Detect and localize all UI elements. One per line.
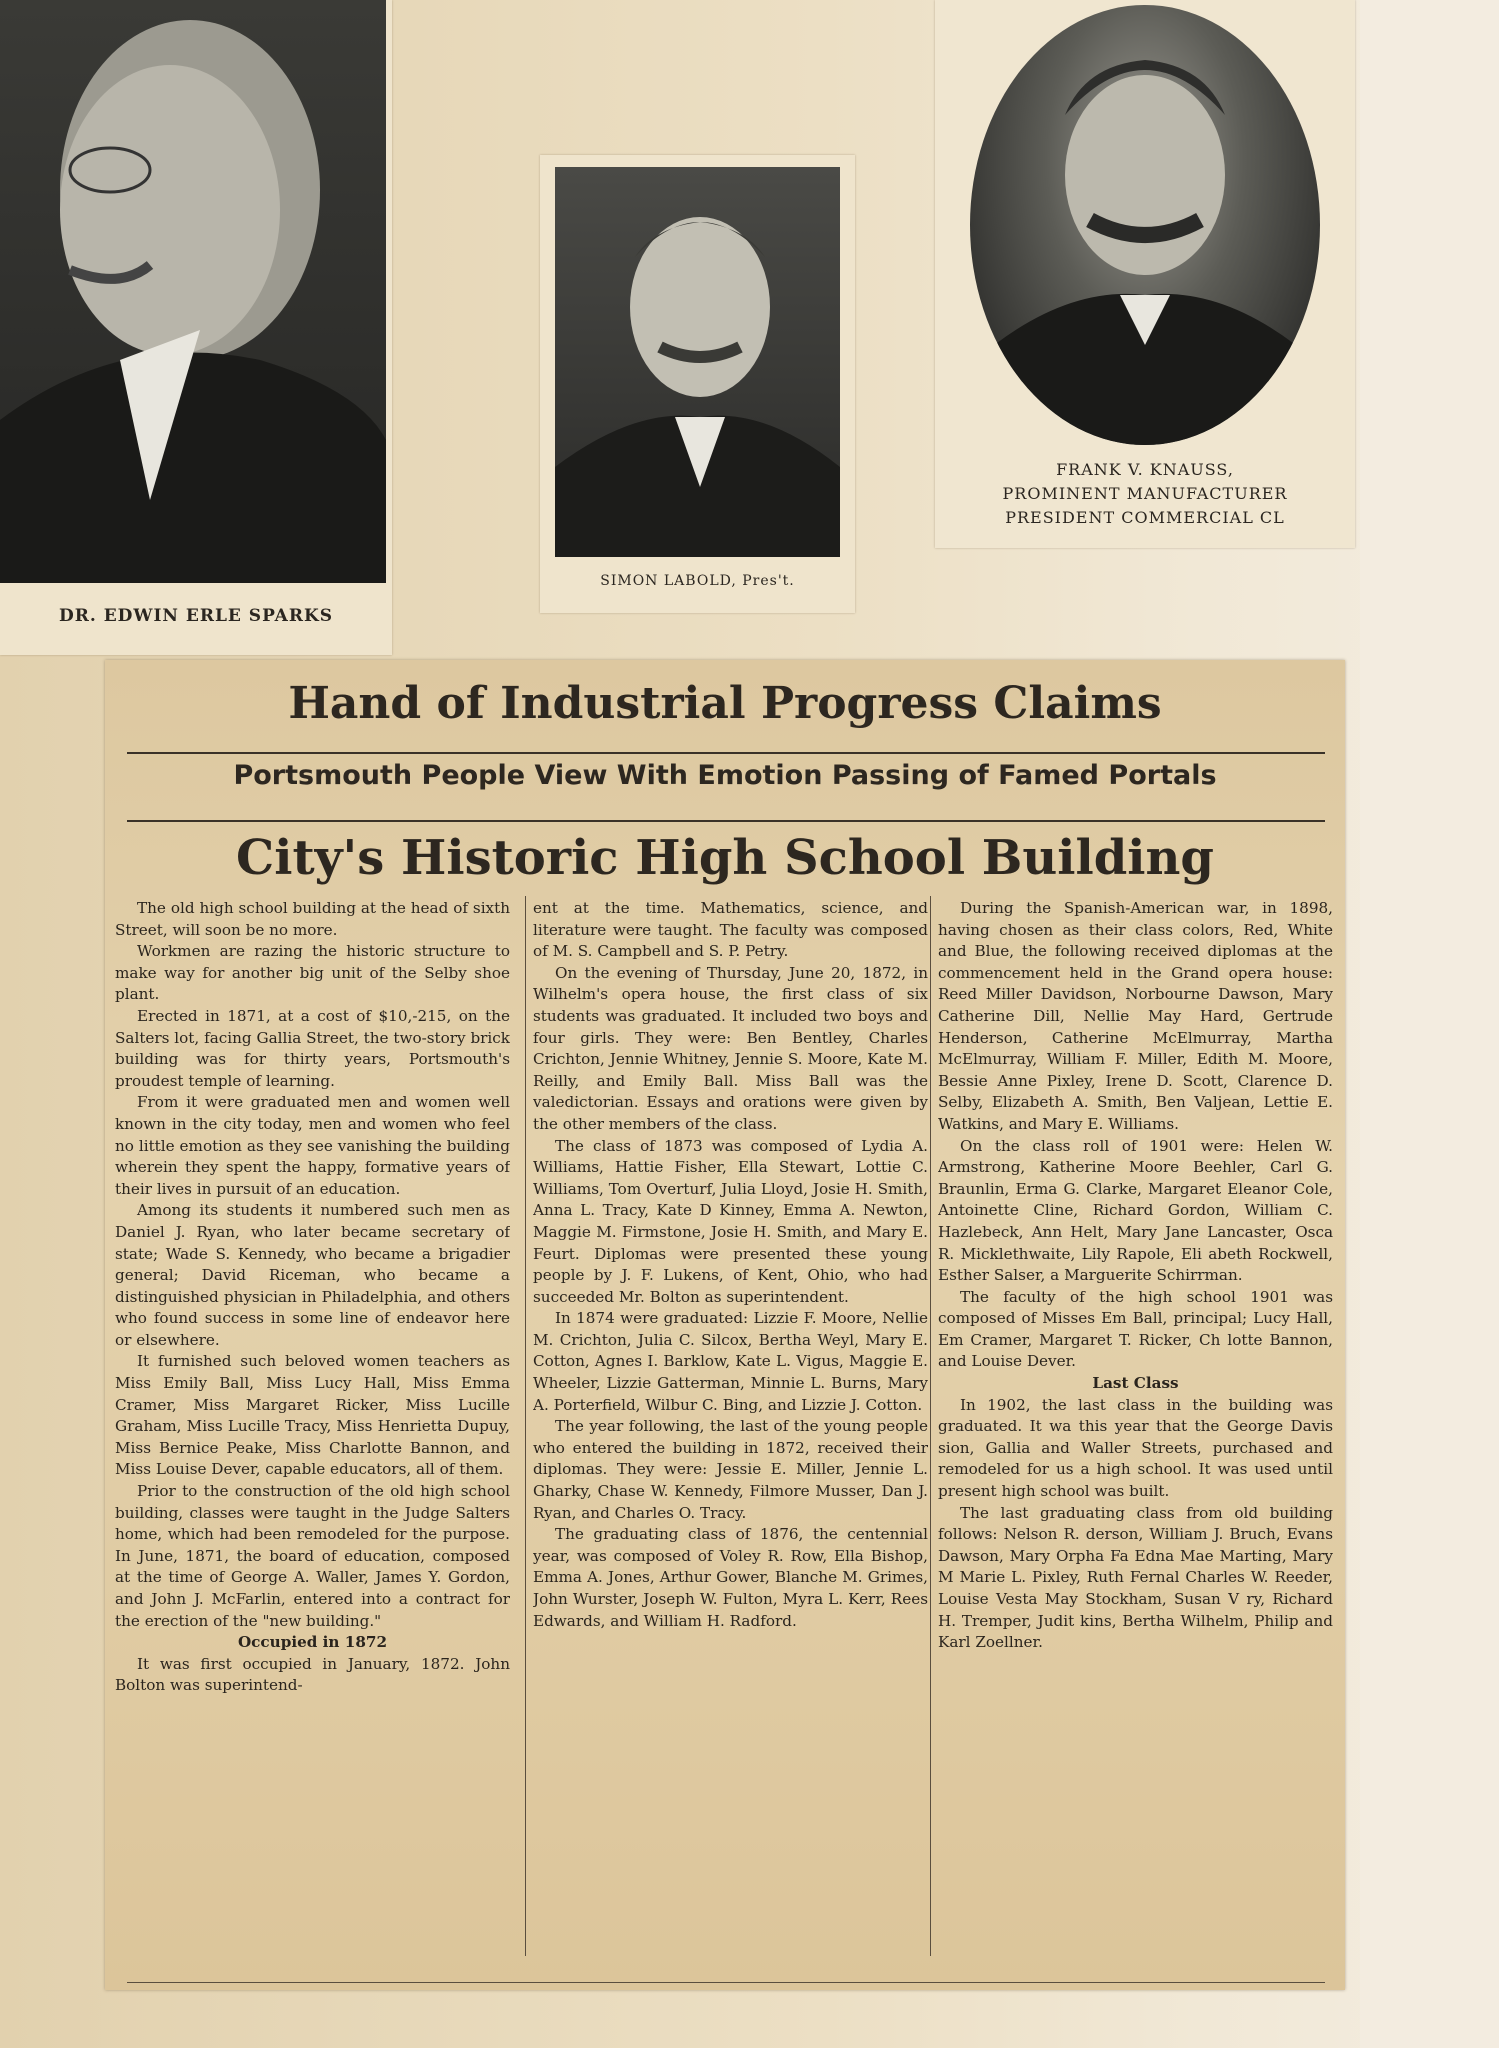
photo-clipping-labold xyxy=(540,155,855,613)
page-edge xyxy=(1360,0,1499,2048)
article-column-1 xyxy=(115,898,510,1958)
portrait-labold-drawing xyxy=(555,167,840,557)
col2-p2: On the evening of Thursday, June 20, 1872, in Wilhelm's opera house, the first class of six students was graduated. It included two boys and four girls. They were: Ben Bentley, Charles Crichton, Jennie Whitney, Jennie S. Moore, Kate M. Reilly, and Emily Ball. Miss Ball was the valedictorian. Essays and orations were given by the other members of the class. xyxy=(533,963,928,1133)
subheadline: Portsmouth People View With Emotion Passing of Famed Portals xyxy=(233,760,1217,791)
caption-sparks: DR. EDWIN ERLE SPARKS xyxy=(58,606,334,626)
article-column-2 xyxy=(533,898,928,1958)
newspaper-article xyxy=(105,660,1345,1990)
col3-p5: The last graduating class from old building follows: Nelson R. derson, William J. Bruch, Evans Dawson, Mary Orpha Fa Edna Mae Marting, Mary M Marie L. Pixley, Ruth Fernal Charles W. Reeder, Louise Vesta May Stockham, Susan V ry, Richard H. Tremper, Judit kins, Bertha Wilhelm, Philip and Karl Zoellner. xyxy=(938,1503,1333,1652)
headline-rule-top xyxy=(127,752,1325,754)
col1-p6: It furnished such beloved women teachers as Miss Emily Ball, Miss Lucy Hall, Miss Emma Cramer, Miss Margaret Ricker, Miss Lucille Graham, Miss Lucille Tracy, Miss Henrietta Dupuy, Miss Bernice Peake, Miss Charlotte Bannon, and Miss Louise Dever, capable educators, all of them. xyxy=(115,1352,510,1479)
caption-knauss-line2: PROMINENT MANUFACTURER xyxy=(1002,484,1288,503)
article-column-3 xyxy=(938,898,1333,1958)
headline-rule-bottom xyxy=(127,820,1325,822)
col1-p7: Prior to the construction of the old high school building, classes were taught in the Judge Salters home, which had been remodeled for the purpose. In June, 1871, the board of education, composed at the time of George A. Waller, James Y. Gordon, and John J. McFarlin, entered into a contract for the erection of the "new building." xyxy=(115,1482,510,1630)
col2-p1: ent at the time. Mathematics, science, and literature were taught. The faculty was composed of M. S. Campbell and S. P. Petry. xyxy=(533,899,928,961)
photo-clipping-sparks xyxy=(0,0,392,655)
column-divider-1 xyxy=(525,896,526,1956)
column-divider-2 xyxy=(930,896,931,1956)
headline-secondary: City's Historic High School Building xyxy=(236,830,1214,886)
col1-p4: From it were graduated men and women well known in the city today, men and women who feel no little emotion as they see vanishing the building wherein they spent the happy, formative years of their lives in pursuit of an education. xyxy=(115,1093,510,1198)
col2-p4: In 1874 were graduated: Lizzie F. Moore, Nellie M. Crichton, Julia C. Silcox, Bertha Weyl, Mary E. Cotton, Agnes I. Barklow, Kate L. Vigus, Maggie E. Wheeler, Lizzie Gatterman, Minnie L. Burns, Mary A. Porterfield, Wilbur C. Bing, and Lizzie J. Cotton. xyxy=(533,1309,928,1414)
col1-p8: It was first occupied in January, 1872. John Bolton was superintend- xyxy=(115,1654,510,1695)
portrait-labold xyxy=(555,167,840,557)
col3-p3: The faculty of the high school 1901 was composed of Misses Em Ball, principal; Lucy Hall, Em Cramer, Margaret T. Ricker, Ch lotte Bannon, and Louise Dever. xyxy=(938,1287,1333,1371)
col3-p1: During the Spanish-American war, in 1898, having chosen as their class colors, Red, White and Blue, the following received diplomas at the commencement held in the Grand opera house: Reed Miller Davidson, Norbourne Dawson, Mary Catherine Dill, Nellie May Hard, Gertrude Henderson, Catherine McElmurray, Martha McElmurray, William F. Miller, Edith M. Moore, Bessie Anne Pixley, Irene D. Scott, Clarence D. Selby, Elizabeth A. Smith, Ben Valjean, Lettie E. Watkins, and Mary E. Williams. xyxy=(938,899,1333,1133)
col2-p3: The class of 1873 was composed of Lydia A. Williams, Hattie Fisher, Ella Stewart, Lottie C. Williams, Tom Overturf, Julia Lloyd, Josie H. Smith, Anna L. Tracy, Kate D Kinney, Emma A. Newton, Maggie M. Firmstone, Josie H. Smith, and Mary E. Feurt. Diplomas were presented these young people by J. F. Lukens, of Kent, Ohio, who had succeeded Mr. Bolton as superintendent. xyxy=(533,1136,928,1306)
col1-p5: Among its students it numbered such men as Daniel J. Ryan, who later became secretary of state; Wade S. Kennedy, who became a brigadier general; David Riceman, who became a distinguished physician in Philadelphia, and others who found success in some line of endeavor here or elsewhere. xyxy=(115,1201,510,1349)
col1-p1: The old high school building at the head of sixth Street, will soon be no more. xyxy=(115,899,510,939)
col1-p2: Workmen are razing the historic structure to make way for another big unit of the Selby shoe plant. xyxy=(115,942,510,1004)
caption-labold: SIMON LABOLD, Pres't. xyxy=(600,573,795,589)
col1-p3: Erected in 1871, at a cost of $10,-215, on the Salters lot, facing Gallia Street, the two-story brick building was for thirty years, Portsmouth's proudest temple of learning. xyxy=(115,1006,510,1090)
portrait-knauss-drawing xyxy=(970,5,1320,445)
col2-p5: The year following, the last of the young people who entered the building in 1872, received their diplomas. They were: Jessie E. Miller, Jennie L. Gharky, Chase W. Kennedy, Filmore Musser, Dan J. Ryan, and Charles O. Tracy. xyxy=(533,1417,928,1522)
photo-clipping-knauss xyxy=(935,0,1355,548)
article-bottom-rule xyxy=(127,1982,1325,1983)
col1-subhead: Occupied in 1872 xyxy=(237,1633,388,1652)
caption-knauss-line1: FRANK V. KNAUSS, xyxy=(1056,460,1234,479)
caption-knauss-line3: PRESIDENT COMMERCIAL CL xyxy=(1005,508,1285,527)
col3-p4: In 1902, the last class in the building was graduated. It wa this year that the George Davis sion, Gallia and Waller Streets, purchased and remodeled for us a high school. It was used until present high school was built. xyxy=(938,1395,1333,1501)
col2-p6: The graduating class of 1876, the centennial year, was composed of Voley R. Row, Ella Bishop, Emma A. Jones, Arthur Gower, Blanche M. Grimes, John Wurster, Joseph W. Fulton, Myra L. Kerr, Rees Edwards, and William H. Radford. xyxy=(533,1525,928,1630)
col3-subhead: Last Class xyxy=(1092,1374,1179,1393)
portrait-sparks xyxy=(0,0,386,583)
portrait-sparks-drawing xyxy=(0,0,386,583)
col3-p2: On the class roll of 1901 were: Helen W. Armstrong, Katherine Moore Beehler, Carl G. Braunlin, Erma G. Clarke, Margaret Eleanor Cole, Antoinette Cline, Richard Gordon, William C. Hazlebeck, Ann Helt, Mary Jane Lancaster, Osca R. Micklethwaite, Lily Rapole, Eli abeth Rockwell, Esther Salser, a Marguerite Schirrman. xyxy=(938,1136,1333,1285)
portrait-knauss-oval xyxy=(970,5,1320,445)
headline: Hand of Industrial Progress Claims xyxy=(288,678,1162,729)
